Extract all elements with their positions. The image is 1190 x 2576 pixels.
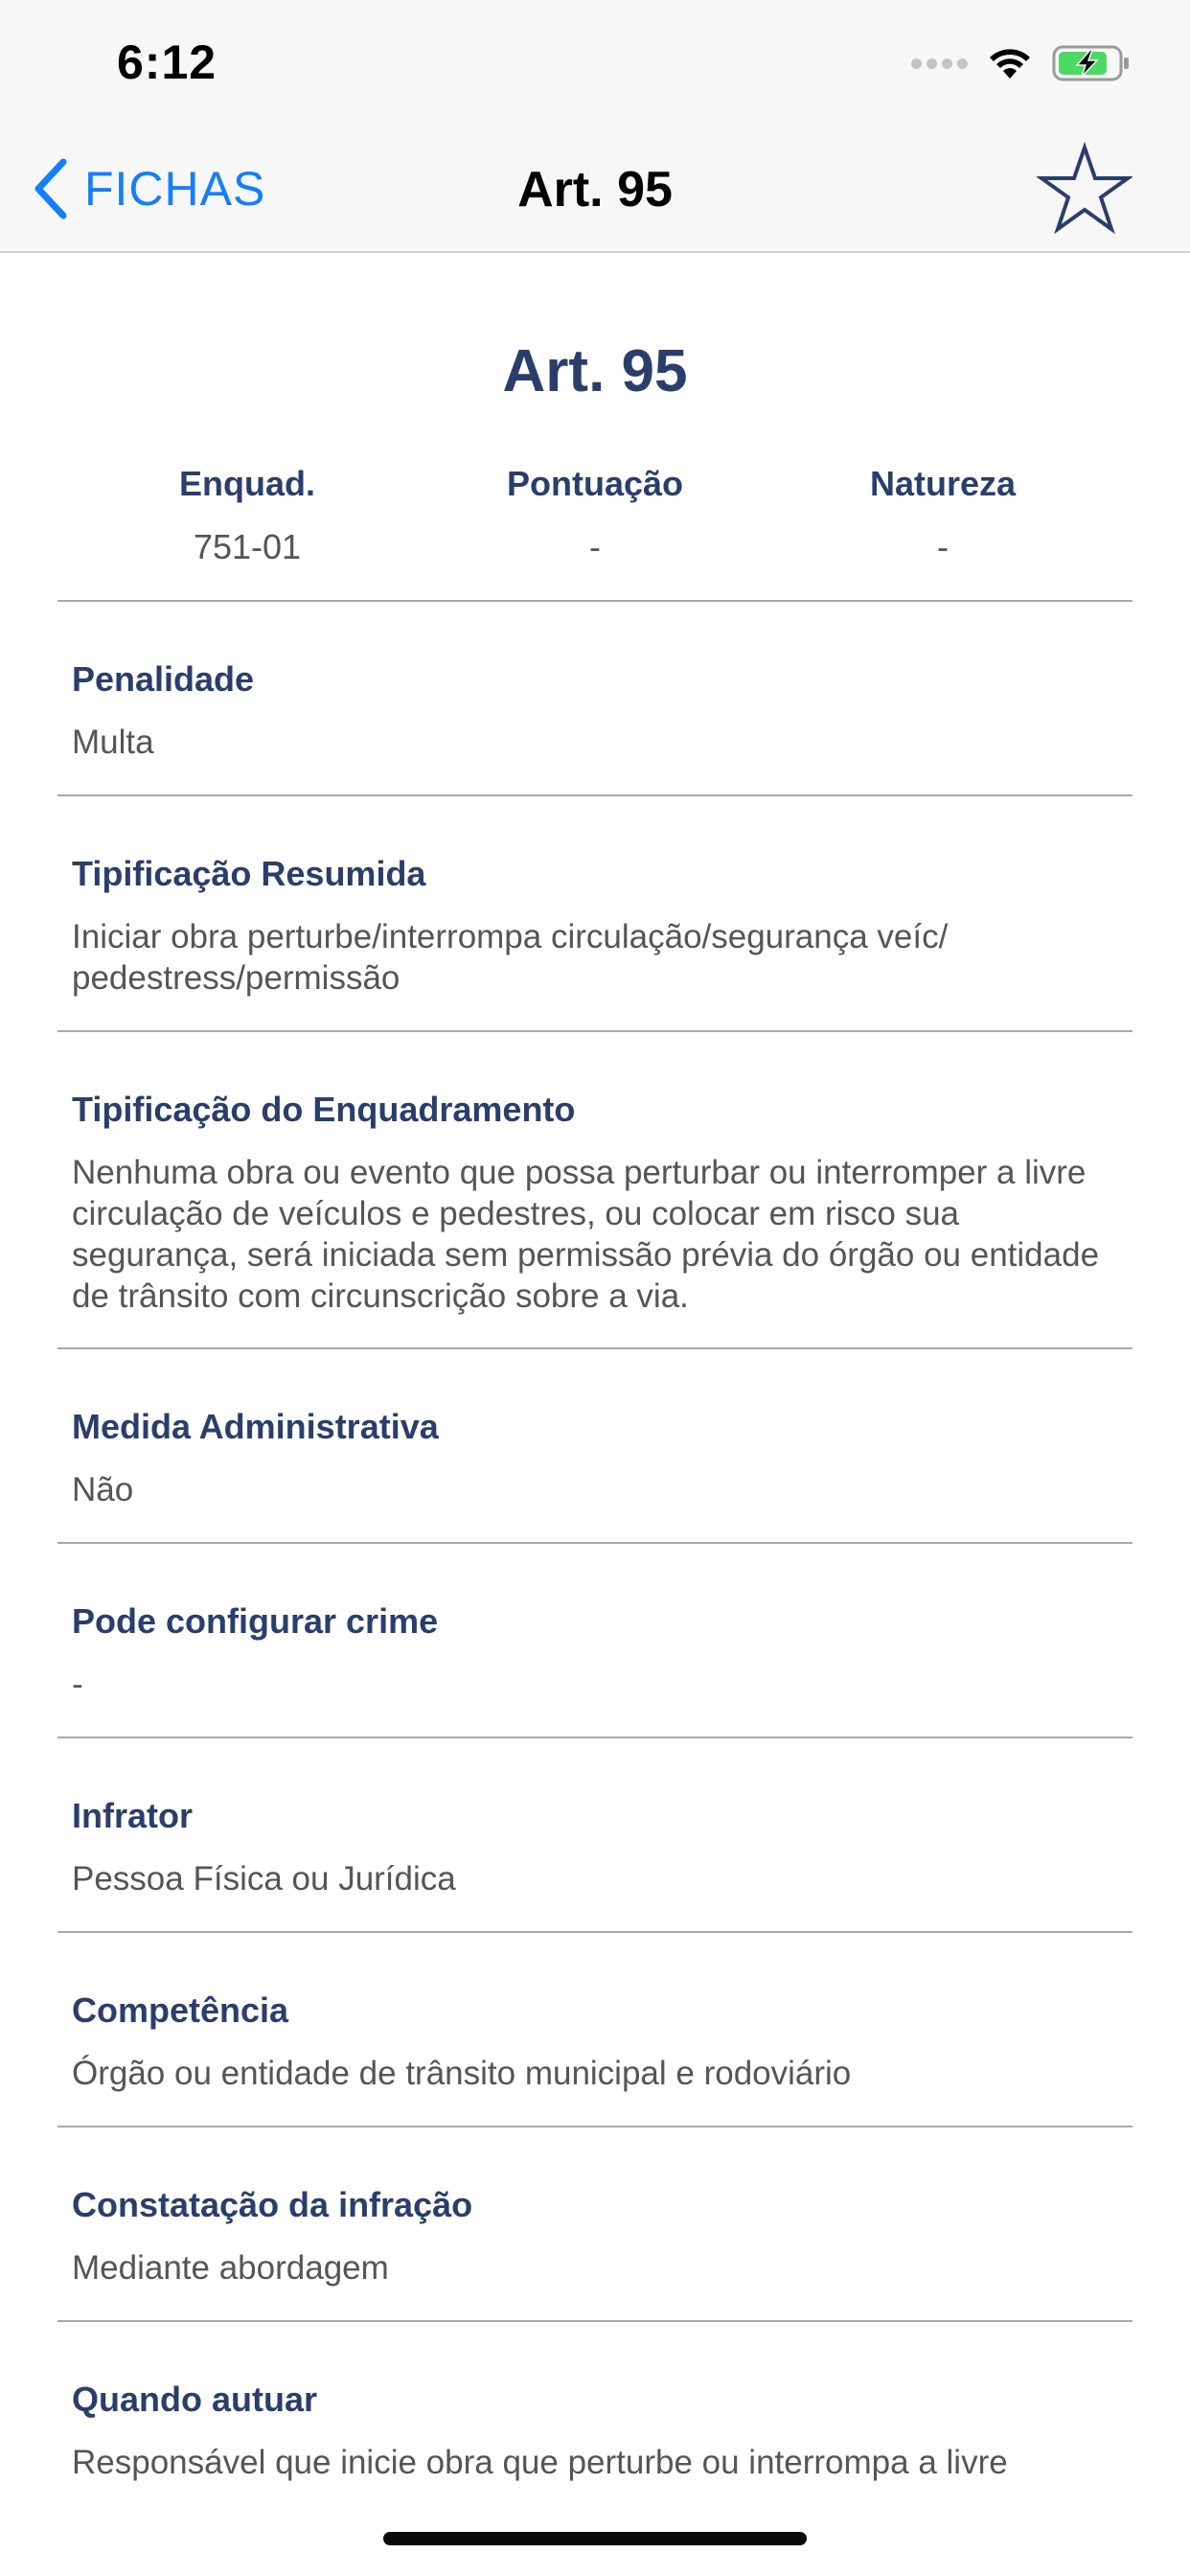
navigation-bar <box>0 126 1190 253</box>
divider <box>57 1736 1133 1738</box>
nav-title: Art. 95 <box>517 162 673 218</box>
section-value: Iniciar obra perturbe/interrompa circulação/segurança veíc/ pedestress/permissão <box>72 918 949 997</box>
summary-pontuacao <box>423 464 767 567</box>
section-pode-configurar-crime <box>72 1600 1126 1705</box>
section-label: Pode configurar crime <box>72 1601 439 1641</box>
summary-value: - <box>937 527 949 566</box>
section-value: Nenhuma obra ou evento que possa perturbar ou interromper a livre circulação de veículos e pedestres, ou colocar em risco sua segurança, será iniciada sem permissão prévia do órgão ou entidade de trânsito com circunscrição sobre a via. <box>72 1154 1100 1315</box>
divider <box>57 1931 1133 1933</box>
divider <box>57 2126 1133 2128</box>
section-value: Pessoa Física ou Jurídica <box>72 1860 456 1898</box>
star-outline-icon[interactable] <box>1037 142 1133 238</box>
divider <box>57 2320 1133 2322</box>
divider <box>57 1347 1133 1349</box>
section-label: Infrator <box>72 1796 193 1835</box>
status-icons <box>911 42 1131 84</box>
summary-label: Pontuação <box>506 464 684 503</box>
section-label: Penalidade <box>72 659 255 699</box>
section-value: Órgão ou entidade de trânsito municipal e rodoviário <box>72 2055 852 2092</box>
status-bar <box>0 0 1190 126</box>
section-tipificacao-resumida <box>72 853 1126 999</box>
cellular-signal-icon <box>911 58 968 69</box>
section-value: Multa <box>72 724 154 761</box>
section-label: Competência <box>72 1990 289 2030</box>
summary-label: Natureza <box>869 464 1017 503</box>
section-label: Constatação da infração <box>72 2185 473 2224</box>
section-tipificacao-enquadramento <box>72 1089 1126 1317</box>
home-indicator[interactable] <box>383 2532 807 2545</box>
section-label: Tipificação do Enquadramento <box>72 1090 576 1129</box>
back-button-label: FICHAS <box>84 162 266 216</box>
summary-natureza <box>770 464 1115 567</box>
section-label: Medida Administrativa <box>72 1407 439 1446</box>
section-quando-autuar <box>72 2379 1126 2483</box>
divider <box>57 794 1133 796</box>
summary-label: Enquad. <box>179 464 315 503</box>
summary-enquadramento <box>75 464 420 567</box>
section-constatacao <box>72 2184 1126 2288</box>
section-value: Não <box>72 1471 134 1508</box>
section-label: Tipificação Resumida <box>72 854 426 893</box>
section-penalidade <box>72 658 1126 763</box>
section-medida-administrativa <box>72 1406 1126 1510</box>
section-infrator <box>72 1795 1126 1899</box>
wifi-icon <box>987 46 1033 80</box>
battery-charging-icon <box>1052 44 1131 82</box>
divider <box>57 1542 1133 1544</box>
summary-value: - <box>589 527 601 566</box>
divider <box>57 1030 1133 1032</box>
article-title: Art. 95 <box>502 338 688 404</box>
section-value: Responsável que inicie obra que perturbe ou interrompa a livre <box>72 2444 1008 2481</box>
detail-content[interactable] <box>0 253 1190 2486</box>
section-competencia <box>72 1990 1126 2094</box>
section-label: Quando autuar <box>72 2380 318 2419</box>
section-value: Mediante abordagem <box>72 2249 389 2287</box>
divider <box>57 600 1133 602</box>
section-value: - <box>72 1666 83 1703</box>
summary-value: 751-01 <box>193 527 302 566</box>
status-time: 6:12 <box>117 35 217 89</box>
